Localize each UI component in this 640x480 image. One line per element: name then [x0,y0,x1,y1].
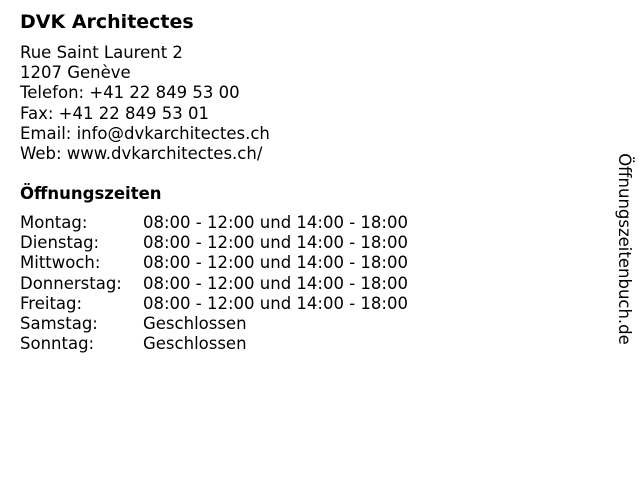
phone-number: Telefon: +41 22 849 53 00 [20,83,240,103]
hours-row-sunday [20,334,408,354]
hours-value: 08:00 - 12:00 und 14:00 - 18:00 [143,293,408,313]
hours-row-tuesday [20,233,408,253]
day-label: Sonntag: [20,334,95,354]
day-label: Mittwoch: [20,253,101,273]
opening-hours-table [20,213,408,354]
hours-row-monday [20,213,408,233]
day-label: Donnerstag: [20,273,122,293]
hours-value: Geschlossen [143,314,247,334]
hours-value: 08:00 - 12:00 und 14:00 - 18:00 [143,233,408,253]
fax-number: Fax: +41 22 849 53 01 [20,103,209,123]
side-brand-text: Öffnungszeitenbuch.de [615,153,635,345]
hours-row-thursday [20,274,408,294]
day-label: Freitag: [20,293,83,313]
hours-row-friday [20,294,408,314]
hours-row-saturday [20,314,408,334]
address-street: Rue Saint Laurent 2 [20,43,183,62]
address-city: 1207 Genève [20,63,131,83]
side-brand-watermark [612,134,636,364]
hours-value: 08:00 - 12:00 und 14:00 - 18:00 [143,273,408,293]
day-label: Samstag: [20,314,98,334]
hours-value: 08:00 - 12:00 und 14:00 - 18:00 [143,253,408,273]
email-address: Email: info@dvkarchitectes.ch [20,123,270,143]
business-name: DVK Architectes [20,11,194,33]
day-label: Montag: [20,213,88,232]
hours-value: 08:00 - 12:00 und 14:00 - 18:00 [143,213,408,232]
hours-value: Geschlossen [143,334,247,354]
day-label: Dienstag: [20,233,100,253]
hours-row-wednesday [20,253,408,273]
contact-block [20,43,270,164]
website-url: Web: www.dvkarchitectes.ch/ [20,143,263,163]
opening-hours-heading: Öffnungszeiten [20,184,162,203]
